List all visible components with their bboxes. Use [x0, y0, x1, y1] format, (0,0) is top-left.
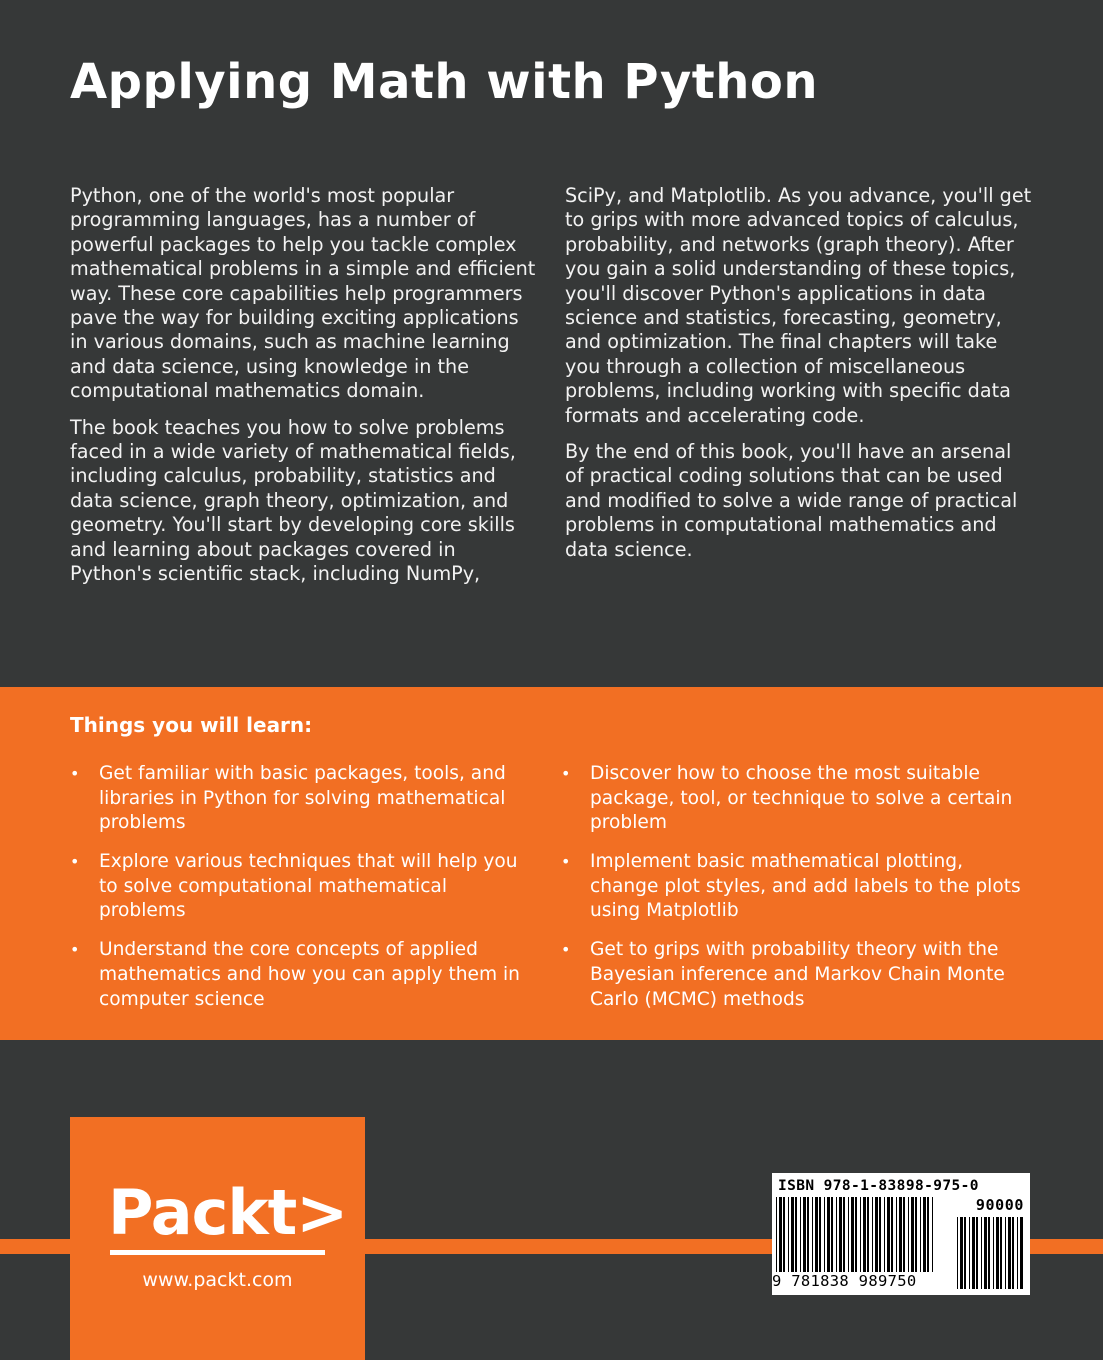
- learn-item-text: Get familiar with basic packages, tools, and libraries in Python for solving mathematical problems: [99, 763, 506, 834]
- learn-item-text: Implement basic mathematical plotting, change plot styles, and add labels to the plots using Matplotlib: [590, 851, 1021, 922]
- book-title: Applying Math with Python: [70, 54, 819, 110]
- description-left-column: [70, 184, 540, 599]
- learn-item: [561, 762, 1021, 836]
- learn-item-text: Discover how to choose the most suitable package, tool, or technique to solve a certain problem: [590, 763, 1013, 834]
- learn-list-right: [561, 762, 1021, 1027]
- learn-item: [561, 938, 1021, 1012]
- bullet-icon: •: [561, 940, 571, 960]
- bullet-icon: •: [70, 940, 80, 960]
- barcode-bars-icon: [776, 1197, 936, 1272]
- description-paragraph: The book teaches you how to solve problems faced in a wide variety of mathematical fields, including calculus, probability, statistics and data science, graph theory, optimization, and geometry. You'll start by developing core skills and learning about packages covered in Python's scientific stack, including NumPy,: [70, 415, 516, 586]
- price-code: 90000: [975, 1196, 1024, 1214]
- orange-stripe-left: [0, 1239, 70, 1254]
- learn-heading: Things you will learn:: [70, 713, 313, 737]
- learn-item-text: Get to grips with probability theory with the Bayesian inference and Markov Chain Monte Carlo (MCMC) methods: [590, 939, 1005, 1010]
- barcode-addon-bars-icon: [957, 1217, 1025, 1289]
- learn-item-text: Explore various techniques that will help you to solve computational mathematical problems: [99, 851, 518, 922]
- publisher-logo-box: [70, 1117, 365, 1360]
- learn-item-text: Understand the core concepts of applied mathematics and how you can apply them in computer science: [99, 939, 520, 1010]
- bullet-icon: •: [70, 764, 80, 783]
- bullet-icon: •: [561, 764, 571, 783]
- learn-item: [70, 938, 530, 1012]
- bullet-icon: •: [561, 852, 571, 872]
- logo-underline: [110, 1250, 325, 1255]
- learn-list-left: [70, 762, 530, 1027]
- description-paragraph: SciPy, and Matplotlib. As you advance, you'll get to grips with more advanced topics of calculus, probability, and networks (graph theory). After you gain a solid understanding of these topics, you'll discover Python's applications in data science and statistics, forecasting, geometry, and optimization. The final chapters will take you through a collection of miscellaneous problems, including working with specific data formats and accelerating code.: [565, 184, 1032, 427]
- packt-logo-icon: Packt>: [108, 1176, 348, 1249]
- description-right-column: [565, 184, 1035, 574]
- isbn-barcode: [772, 1173, 1030, 1295]
- description-paragraph: Python, one of the world's most popular programming languages, has a number of powerful packages to help you tackle complex mathematical problems in a simple and efficient way. These core capabilities help programmers pave the way for building exciting applications in various domains, such as machine learning and data science, using knowledge in the computational mathematics domain.: [70, 184, 536, 403]
- learn-item: [70, 762, 530, 836]
- description-paragraph: By the end of this book, you'll have an arsenal of practical coding solutions that can be used and modified to solve a wide range of practical problems in computational mathematics and data science.: [565, 440, 1018, 561]
- learn-item: [561, 850, 1021, 924]
- publisher-url: www.packt.com: [142, 1269, 293, 1291]
- bullet-icon: •: [70, 852, 80, 872]
- barcode-digits: 9 781838 989750: [772, 1272, 917, 1290]
- learn-item: [70, 850, 530, 924]
- isbn-label: ISBN 978-1-83898-975-0: [778, 1178, 979, 1194]
